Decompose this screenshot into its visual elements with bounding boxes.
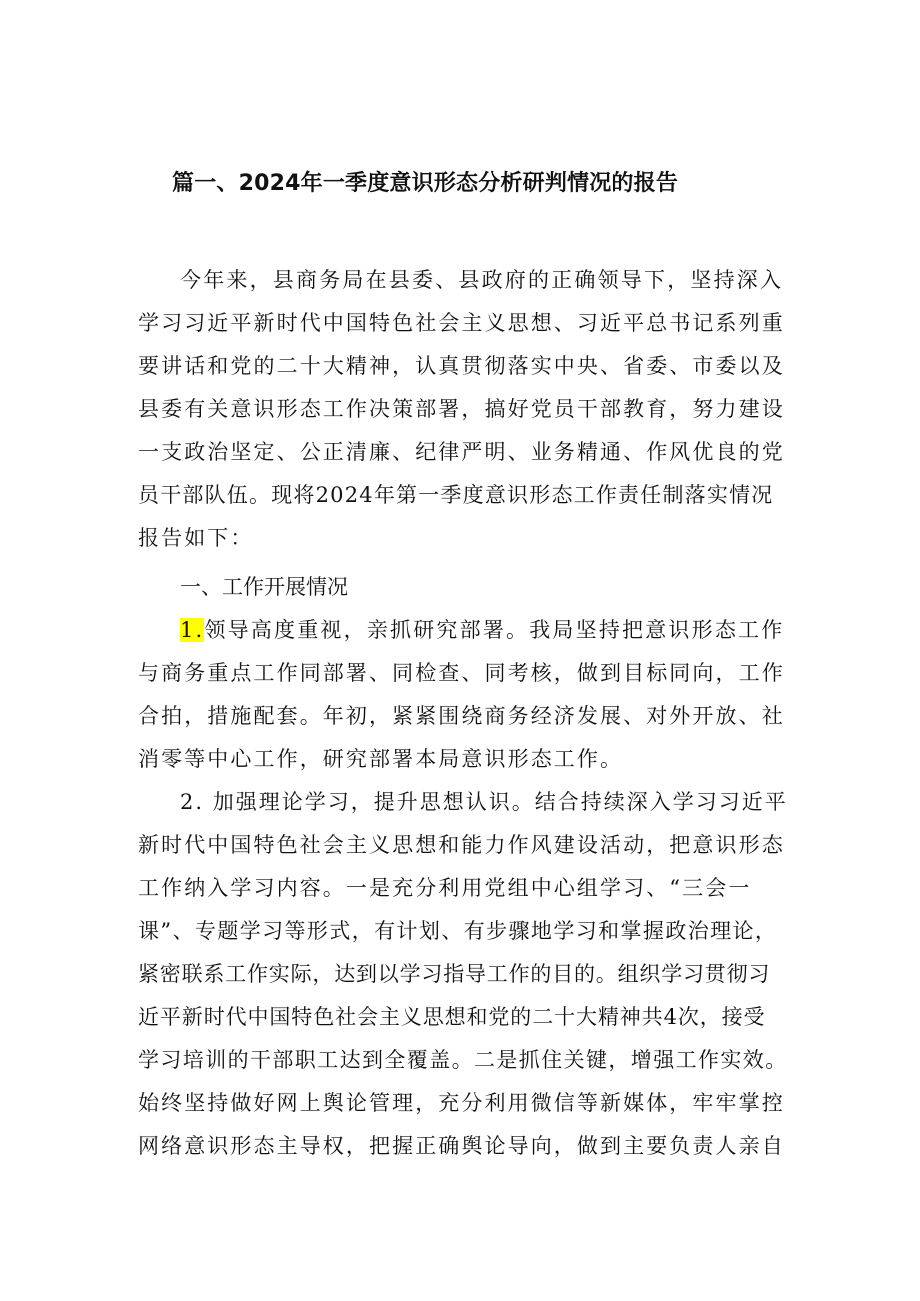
- intro-line: 县委有关意识形态工作决策部署，搞好党员干部教育，努力建设: [138, 397, 785, 421]
- item1-line: 合拍，措施配套。年初，紧紧围绕商务经济发展、对外开放、社: [138, 704, 785, 728]
- item2-line: 课”、专题学习等形式，有计划、有步骤地学习和掌握政治理论，: [138, 919, 778, 943]
- item2-line: 始终坚持做好网上舆论管理，充分利用微信等新媒体，牢牢掌控: [138, 1091, 785, 1115]
- intro-line: 员干部队伍。现将2024年第一季度意识形态工作责任制落实情况: [138, 483, 774, 507]
- item2-line: 紧密联系工作实际，达到以学习指导工作的目的。组织学习贯彻习: [138, 962, 771, 986]
- intro-line: 报告如下：: [138, 526, 254, 550]
- intro-line: 一支政治坚定、公正清廉、纪律严明、业务精通、作风优良的党: [138, 440, 785, 464]
- item1-first-line-text: 领导高度重视，亲抓研究部署。我局坚持把意识形态工作: [204, 618, 785, 642]
- item2-line: 网络意识形态主导权，把握正确舆论导向，做到主要负责人亲自: [138, 1134, 785, 1158]
- item1-first-line: [180, 615, 784, 645]
- highlighted-item-number: 1.: [180, 618, 205, 642]
- item1-line: 消零等中心工作，研究部署本局意识形态工作。: [138, 747, 624, 771]
- intro-line: 今年来，县商务局在县委、县政府的正确领导下，坚持深入: [180, 268, 784, 292]
- intro-line: 要讲话和党的二十大精神，认真贯彻落实中央、省委、市委以及: [138, 354, 785, 378]
- item2-line: 近平新时代中国特色社会主义思想和党的二十大精神共4次，接受: [138, 1005, 766, 1029]
- item2-line: 新时代中国特色社会主义思想和能力作风建设活动，把意识形态: [138, 833, 785, 857]
- section-heading: 一、工作开展情况: [180, 575, 348, 599]
- document-title: 篇一、2024年一季度意识形态分析研判情况的报告: [172, 171, 679, 196]
- item2-line: 学习培训的干部职工达到全覆盖。二是抓住关键，增强工作实效。: [138, 1048, 788, 1072]
- item2-line: 工作纳入学习内容。一是充分利用党组中心组学习、“三会一: [138, 876, 752, 900]
- item1-line: 与商务重点工作同部署、同检查、同考核，做到目标同向，工作: [138, 661, 785, 685]
- intro-line: 学习习近平新时代中国特色社会主义思想、习近平总书记系列重: [138, 311, 785, 335]
- item2-line: 2. 加强理论学习，提升思想认识。结合持续深入学习习近平: [180, 790, 788, 814]
